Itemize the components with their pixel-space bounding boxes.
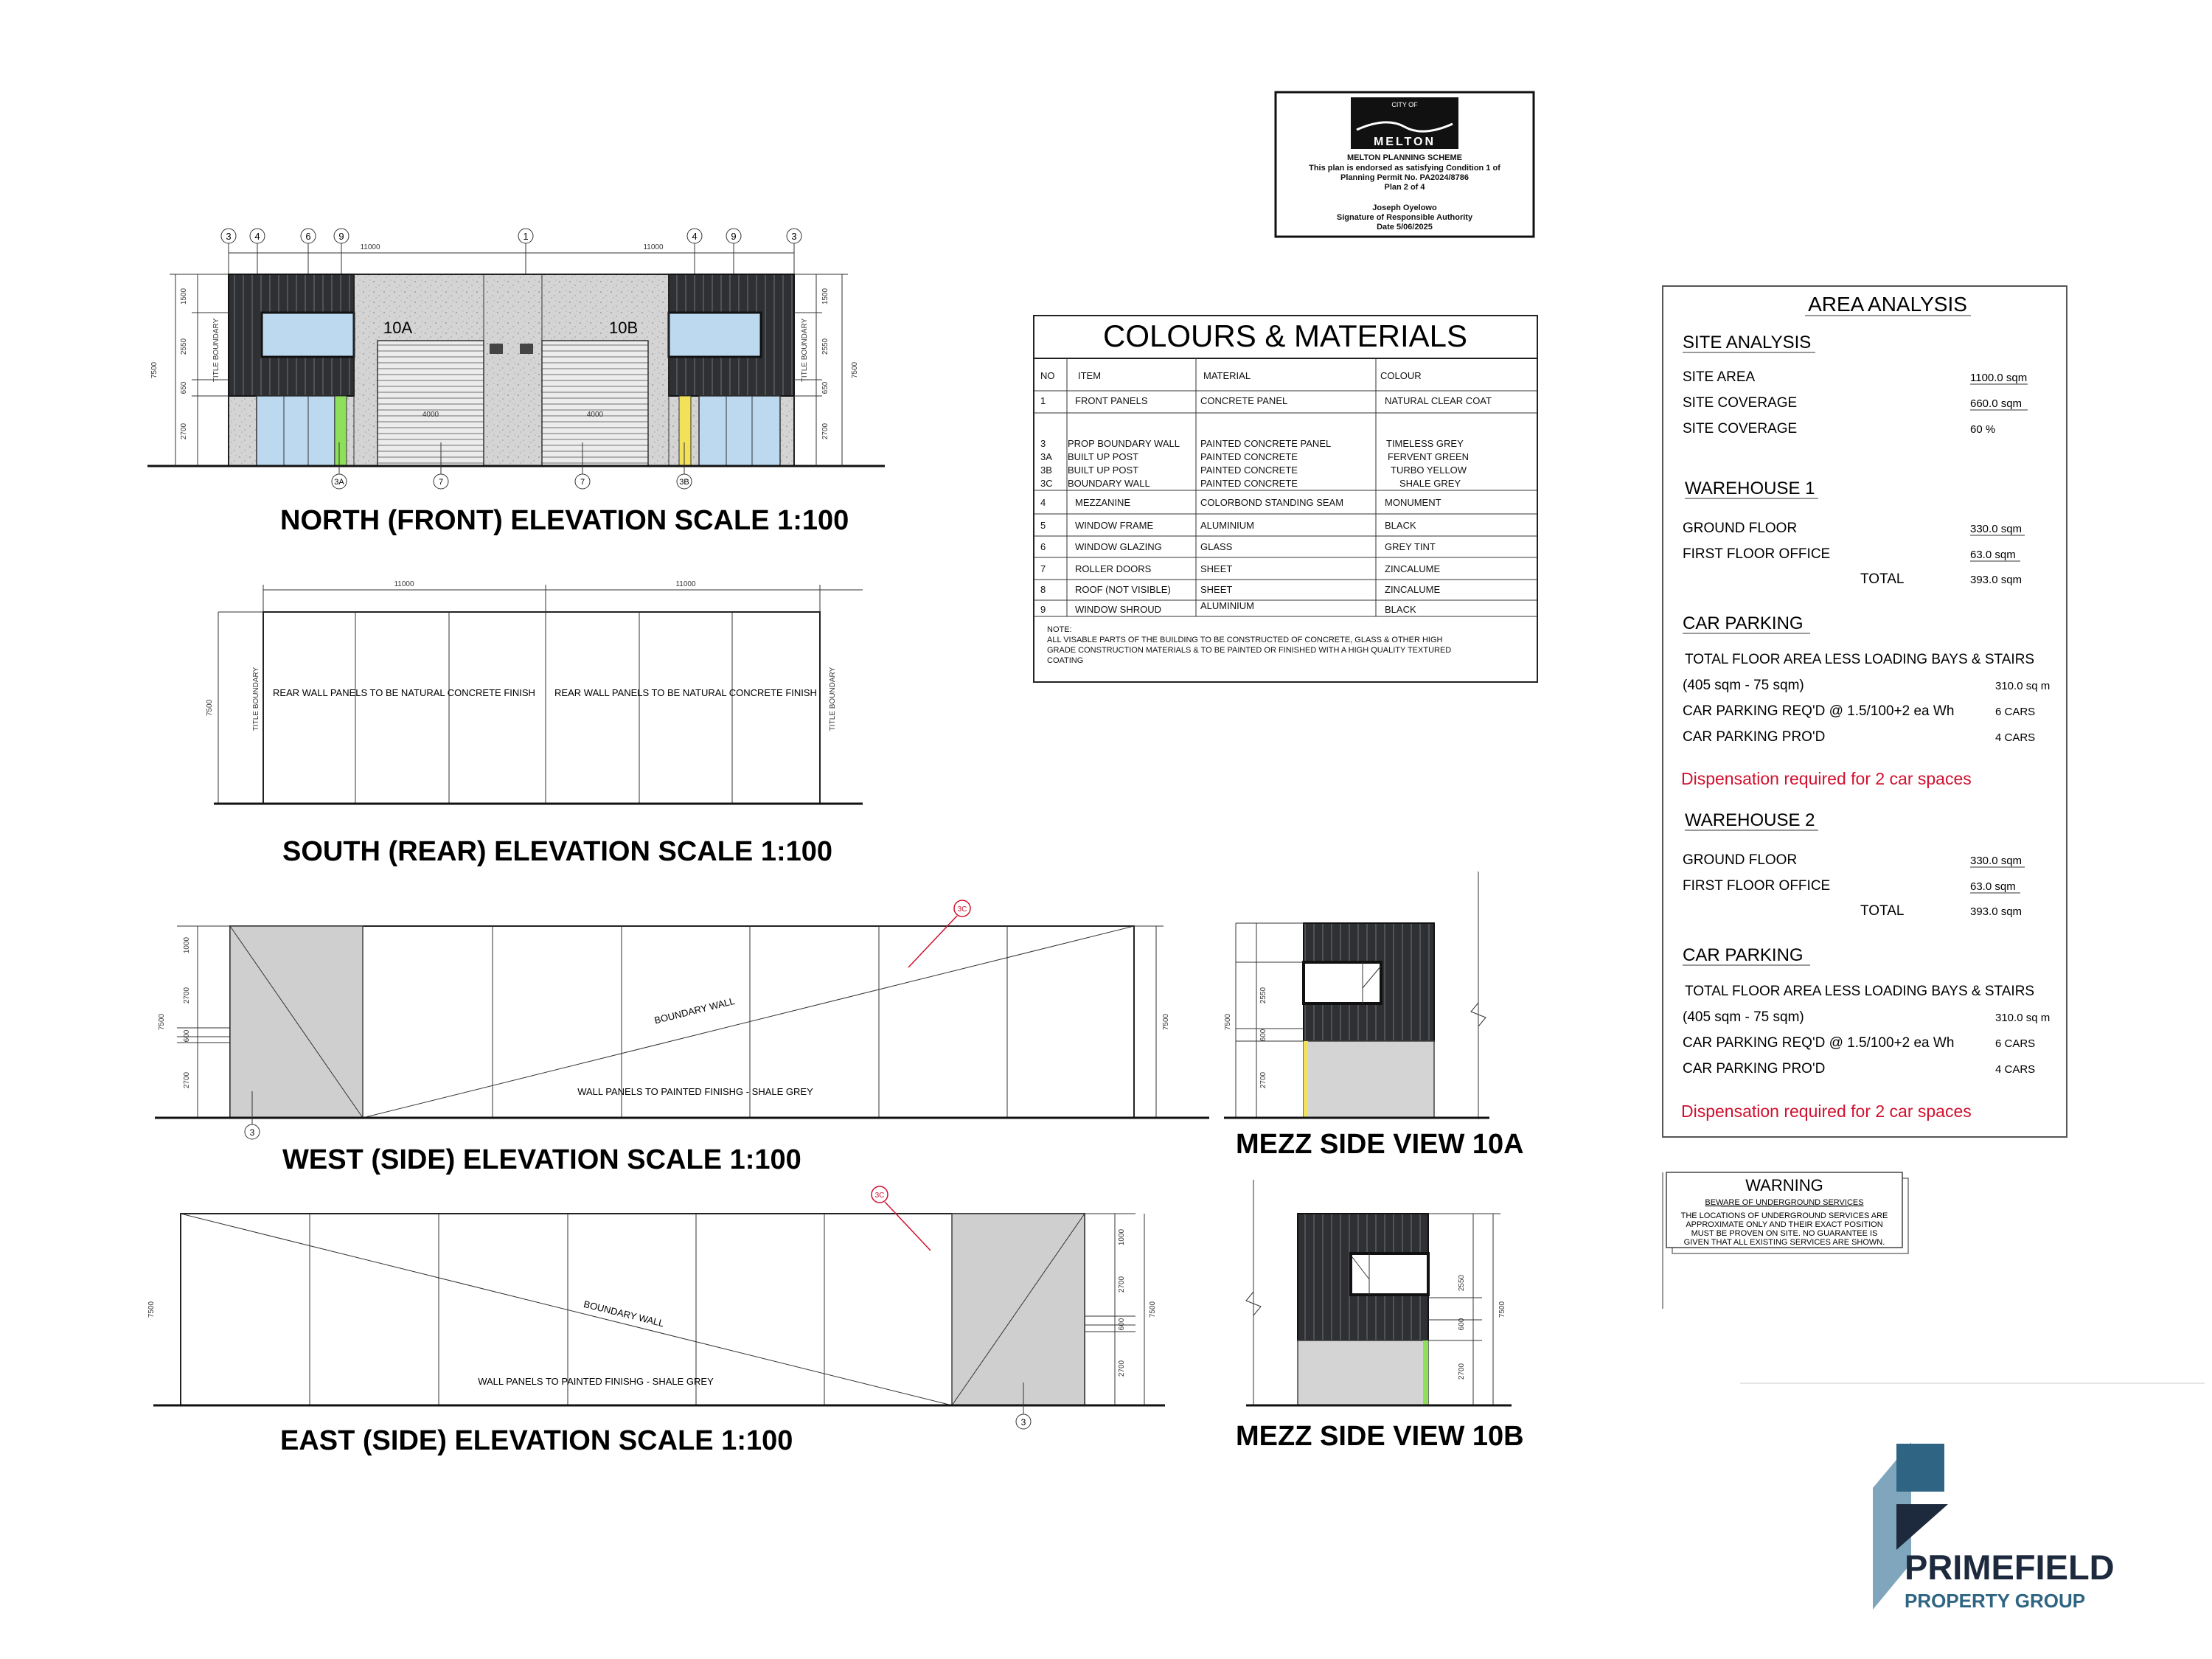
row-material: ALUMINIUM [1200, 520, 1254, 531]
materials-table [1034, 316, 1537, 682]
west-panel-note: WALL PANELS TO PAINTED FINISHG - SHALE GREY [577, 1086, 813, 1097]
row-material: SHEET [1200, 584, 1233, 595]
east-elevation [147, 1186, 1165, 1456]
parking-heading: CAR PARKING [1683, 613, 1804, 633]
tag: 4 [254, 231, 260, 242]
req-label: CAR PARKING REQ'D @ 1.5/100+2 ea Wh [1683, 1035, 1955, 1051]
tag: 3 [226, 231, 232, 242]
row-no: 3C [1040, 478, 1053, 489]
total-value: 393.0 sqm [1970, 574, 2023, 586]
office-label: FIRST FLOOR OFFICE [1683, 878, 1831, 894]
dim: 1000 [1118, 1228, 1126, 1246]
dim-total: 7500 [147, 1301, 156, 1318]
row-material: PAINTED CONCRETE [1200, 451, 1298, 462]
tag: 9 [731, 231, 737, 242]
row-item: PROP BOUNDARY WALL [1068, 438, 1180, 449]
tag: 1 [523, 231, 529, 242]
materials-note-line: ALL VISABLE PARTS OF THE BUILDING TO BE CONSTRUCTED OF CONCRETE, GLASS & OTHER HIGH [1047, 636, 1443, 644]
row-no: 3 [1040, 438, 1046, 449]
row-colour: ZINCALUME [1385, 584, 1441, 595]
row-colour: SHALE GREY [1399, 478, 1461, 489]
brand-name: PRIMEFIELD [1905, 1548, 2115, 1587]
row-colour: GREY TINT [1385, 541, 1436, 552]
dim: 2700 [183, 1071, 191, 1089]
office-value: 63.0 sqm [1970, 880, 2016, 893]
site-heading: SITE ANALYSIS [1683, 333, 1812, 352]
dim: 1500 [821, 288, 830, 305]
row-no: 3A [1040, 451, 1052, 462]
row-material: GLASS [1200, 541, 1233, 552]
dispensation-note: Dispensation required for 2 car spaces [1681, 769, 1972, 788]
row-item: ROLLER DOORS [1075, 563, 1152, 574]
office-value: 63.0 sqm [1970, 549, 2016, 561]
dim-total: 7500 [1224, 1013, 1232, 1031]
east-elevation-title: EAST (SIDE) ELEVATION SCALE 1:100 [280, 1425, 793, 1456]
tag: 3C [957, 905, 967, 914]
office-label: FIRST FLOOR OFFICE [1683, 546, 1831, 562]
north-dim-width-a: 11000 [360, 243, 380, 251]
row-material: CONCRETE PANEL [1200, 395, 1288, 406]
row-colour: TIMELESS GREY [1386, 438, 1464, 449]
dim: 2550 [821, 338, 830, 355]
tag: 3B [679, 478, 689, 487]
row-no: 6 [1040, 541, 1046, 552]
scheme-name: MELTON PLANNING SCHEME [1346, 153, 1463, 162]
dim-total: 7500 [1162, 1013, 1170, 1031]
logo-name-text: MELTON [1373, 136, 1436, 148]
calc-value: 310.0 sq m [1995, 680, 2051, 692]
tag: 7 [580, 478, 585, 487]
dim-total: 7500 [150, 361, 159, 379]
endorsement-stamp [1276, 92, 1534, 237]
calc-label: (405 sqm - 75 sqm) [1683, 678, 1804, 693]
ground-label: GROUND FLOOR [1683, 521, 1798, 536]
row-no: 5 [1040, 520, 1046, 531]
calc-label: (405 sqm - 75 sqm) [1683, 1009, 1804, 1025]
row-item: FRONT PANELS [1075, 395, 1148, 406]
north-elevation-title: NORTH (FRONT) ELEVATION SCALE 1:100 [280, 505, 849, 536]
unit-label-10b: 10B [609, 319, 639, 337]
tag: 3C [874, 1192, 885, 1200]
row-colour: NATURAL CLEAR COAT [1385, 395, 1492, 406]
row-material: COLORBOND STANDING SEAM [1200, 497, 1344, 508]
row-colour: BLACK [1385, 604, 1416, 615]
south-elevation-title: SOUTH (REAR) ELEVATION SCALE 1:100 [282, 836, 833, 867]
warehouse-heading: WAREHOUSE 2 [1685, 810, 1815, 830]
row-colour: MONUMENT [1385, 497, 1441, 508]
tag: 3A [334, 478, 344, 487]
tfa-label: TOTAL FLOOR AREA LESS LOADING BAYS & STAIRS [1685, 652, 2035, 667]
unit-label-10a: 10A [383, 319, 413, 337]
melton-logo [1351, 97, 1458, 149]
north-top-tags [221, 229, 801, 243]
tag: 3 [249, 1127, 255, 1138]
tfa-label: TOTAL FLOOR AREA LESS LOADING BAYS & STAIRS [1685, 984, 2035, 999]
dim-total: 7500 [1149, 1301, 1157, 1318]
materials-note-line: COATING [1047, 656, 1084, 665]
mezz-side-view-10b [1236, 1180, 1524, 1452]
calc-value: 310.0 sq m [1995, 1012, 2051, 1024]
area-analysis-panel [1663, 286, 2067, 1137]
dim-total: 7500 [851, 361, 859, 379]
materials-title: COLOURS & MATERIALS [1103, 319, 1467, 353]
materials-note-label: NOTE: [1047, 625, 1072, 634]
dim: 600 [183, 1029, 191, 1043]
row-item: ROOF (NOT VISIBLE) [1075, 584, 1171, 595]
logo-top-text: CITY OF [1391, 101, 1418, 108]
logo-shape-dark [1896, 1504, 1948, 1550]
dim: 2550 [1259, 987, 1267, 1004]
south-elevation [206, 580, 863, 867]
endorse-date: Date 5/06/2025 [1377, 223, 1433, 232]
south-dim-b: 11000 [675, 580, 696, 588]
title-boundary-left: TITLE BOUNDARY [212, 318, 220, 383]
site-label: SITE AREA [1683, 369, 1756, 385]
dim: 650 [821, 381, 830, 394]
mezz-side-view-10a [1224, 872, 1524, 1160]
site-value: 660.0 sqm [1970, 397, 2023, 410]
row-material: SHEET [1200, 563, 1233, 574]
endorse-line-2: Planning Permit No. PA2024/8786 [1340, 173, 1470, 182]
dim: 650 [180, 381, 188, 394]
row-item: BUILT UP POST [1068, 451, 1139, 462]
row-item: WINDOW SHROUD [1075, 604, 1161, 615]
dim: 2550 [180, 338, 188, 355]
prov-value: 4 CARS [1995, 731, 2036, 744]
row-item: BUILT UP POST [1068, 465, 1139, 476]
materials-note-line: GRADE CONSTRUCTION MATERIALS & TO BE PAINTED OR FINISHED WITH A HIGH QUALITY TEXTURED [1047, 646, 1452, 655]
header-item: ITEM [1078, 370, 1102, 381]
tag: 3 [791, 231, 797, 242]
total-label: TOTAL [1860, 571, 1905, 587]
endorse-line-1: This plan is endorsed as satisfying Condition 1 of [1309, 164, 1500, 173]
row-item: BOUNDARY WALL [1068, 478, 1150, 489]
warning-subtitle: BEWARE OF UNDERGROUND SERVICES [1705, 1198, 1864, 1207]
signature-label: Signature of Responsible Authority [1336, 213, 1473, 222]
row-no: 8 [1040, 584, 1046, 595]
west-boundary-label: BOUNDARY WALL [653, 995, 736, 1026]
row-item: MEZZANINE [1075, 497, 1131, 508]
req-label: CAR PARKING REQ'D @ 1.5/100+2 ea Wh [1683, 703, 1955, 719]
row-colour: BLACK [1385, 520, 1416, 531]
tag: 7 [438, 478, 444, 487]
mezz-10a-title: MEZZ SIDE VIEW 10A [1236, 1129, 1524, 1160]
dim: 2700 [180, 422, 188, 440]
row-item: WINDOW GLAZING [1075, 541, 1162, 552]
ground-label: GROUND FLOOR [1683, 852, 1798, 868]
south-dim-total: 7500 [206, 699, 214, 717]
dim: 2700 [821, 422, 830, 440]
brand-tagline: PROPERTY GROUP [1905, 1590, 2086, 1612]
door-width-b: 4000 [586, 411, 604, 419]
row-colour: FERVENT GREEN [1388, 451, 1470, 462]
warehouse-heading: WAREHOUSE 1 [1685, 479, 1815, 498]
site-value: 60 % [1970, 423, 1996, 436]
total-value: 393.0 sqm [1970, 905, 2023, 918]
dispensation-note: Dispensation required for 2 car spaces [1681, 1102, 1972, 1121]
row-colour: TURBO YELLOW [1391, 465, 1467, 476]
row-material: ALUMINIUM [1200, 600, 1254, 611]
warning-line: APPROXIMATE ONLY AND THEIR EXACT POSITION [1686, 1220, 1883, 1229]
ground-value: 330.0 sqm [1970, 855, 2023, 867]
row-no: 1 [1040, 395, 1046, 406]
logo-shape-mid [1896, 1444, 1944, 1492]
row-no: 3B [1040, 465, 1052, 476]
row-material: PAINTED CONCRETE PANEL [1200, 438, 1332, 449]
south-note-a: REAR WALL PANELS TO BE NATURAL CONCRETE FINISH [273, 687, 535, 698]
dim: 1500 [180, 288, 188, 305]
warning-title: WARNING [1745, 1176, 1823, 1194]
dim: 2550 [1458, 1274, 1466, 1292]
tag: 6 [305, 231, 311, 242]
dim: 2700 [1118, 1360, 1126, 1377]
mezz-10b-title: MEZZ SIDE VIEW 10B [1236, 1421, 1524, 1452]
prov-value: 4 CARS [1995, 1063, 2036, 1076]
header-colour: COLOUR [1380, 370, 1422, 381]
dim: 2700 [183, 987, 191, 1004]
row-item: WINDOW FRAME [1075, 520, 1154, 531]
tag: 9 [338, 231, 344, 242]
dim: 600 [1458, 1318, 1466, 1331]
row-material: PAINTED CONCRETE [1200, 478, 1298, 489]
dim-total: 7500 [1498, 1301, 1506, 1318]
site-label: SITE COVERAGE [1683, 395, 1798, 411]
ground-value: 330.0 sqm [1970, 523, 2023, 535]
dim: 600 [1259, 1029, 1267, 1042]
tag: 4 [692, 231, 698, 242]
site-value: 1100.0 sqm [1970, 372, 2028, 384]
dim: 2700 [1458, 1363, 1466, 1380]
dim: 1000 [183, 936, 191, 954]
dim: 600 [1118, 1318, 1126, 1331]
req-value: 6 CARS [1995, 706, 2036, 718]
dim: 2700 [1259, 1071, 1267, 1089]
row-material: PAINTED CONCRETE [1200, 465, 1298, 476]
warning-line: THE LOCATIONS OF UNDERGROUND SERVICES ARE [1680, 1211, 1888, 1220]
row-colour: ZINCALUME [1385, 563, 1441, 574]
west-elevation-title: WEST (SIDE) ELEVATION SCALE 1:100 [282, 1144, 801, 1175]
north-dim-width-b: 11000 [643, 243, 664, 251]
signer-name: Joseph Oyelowo [1372, 204, 1437, 212]
header-no: NO [1040, 370, 1055, 381]
south-dim-a: 11000 [394, 580, 414, 588]
door-width-a: 4000 [422, 411, 439, 419]
east-boundary-label: BOUNDARY WALL [582, 1298, 666, 1329]
warning-line: GIVEN THAT ALL EXISTING SERVICES ARE SHOWN. [1683, 1238, 1885, 1247]
prov-label: CAR PARKING PRO'D [1683, 729, 1826, 745]
south-boundary-left: TITLE BOUNDARY [252, 667, 260, 731]
req-value: 6 CARS [1995, 1037, 2036, 1050]
title-boundary-right: TITLE BOUNDARY [801, 318, 809, 383]
area-title: AREA ANALYSIS [1808, 293, 1967, 316]
row-no: 9 [1040, 604, 1046, 615]
south-note-b: REAR WALL PANELS TO BE NATURAL CONCRETE FINISH [554, 687, 817, 698]
warning-line: MUST BE PROVEN ON SITE. NO GUARANTEE IS [1691, 1229, 1878, 1238]
parking-heading: CAR PARKING [1683, 945, 1804, 965]
total-label: TOTAL [1860, 903, 1905, 919]
primefield-logo [1873, 1442, 2115, 1612]
dim: 2700 [1118, 1276, 1126, 1293]
row-no: 4 [1040, 497, 1046, 508]
header-material: MATERIAL [1203, 370, 1251, 381]
warning-box [1663, 1172, 2205, 1383]
north-elevation [147, 229, 885, 536]
tag: 3 [1020, 1417, 1026, 1427]
site-label: SITE COVERAGE [1683, 421, 1798, 437]
prov-label: CAR PARKING PRO'D [1683, 1061, 1826, 1077]
row-no: 7 [1040, 563, 1046, 574]
dim-total: 7500 [158, 1013, 166, 1031]
south-boundary-right: TITLE BOUNDARY [829, 667, 837, 731]
west-elevation [155, 900, 1209, 1175]
east-panel-note: WALL PANELS TO PAINTED FINISHG - SHALE GREY [478, 1376, 714, 1387]
endorse-line-3: Plan 2 of 4 [1384, 183, 1425, 192]
